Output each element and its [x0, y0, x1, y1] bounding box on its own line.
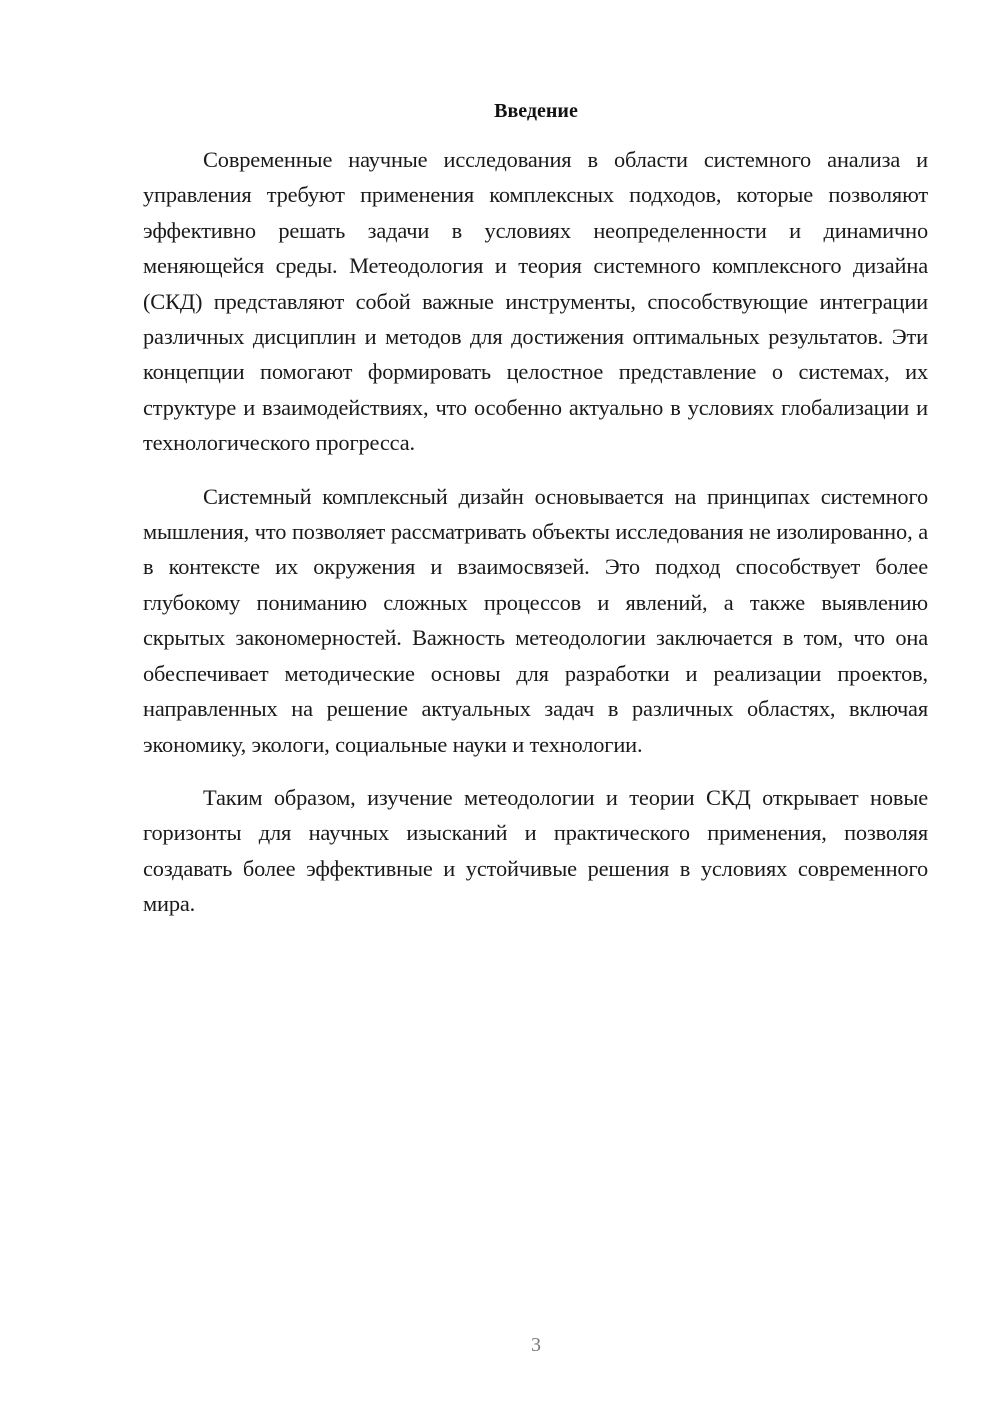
body-text: [143, 142, 928, 940]
paragraph-3: Таким образом, изучение метеодологии и теории СКД открывает новые горизонты для научных изысканий и практического применения, позволяя создавать более эффективные и устойчивые решения в условиях современного мира.: [143, 784, 928, 917]
paragraph-1: Современные научные исследования в области системного анализа и управления требуют применения комплексных подходов, которые позволяют эффективно решать задачи в условиях неопределенности и динамично меняющейся среды. Метеодология и теория системного комплексного дизайна (СКД) представляют собой важные инструменты, способствующие интеграции различных дисциплин и методов для достижения оптимальных результатов. Эти концепции помогают формировать целостное представление о системах, их структуре и взаимодействиях, что особенно актуально в условиях глобализации и технологического прогресса.: [143, 147, 928, 456]
section-title: Введение: [494, 100, 578, 122]
page-number: 3: [531, 1334, 541, 1356]
paragraph-2: Системный комплексный дизайн основывается на принципах системного мышления, что позволяет рассматривать объекты исследования не изолированно, а в контексте их окружения и взаимосвязей. Это подход способствует более глубокому пониманию сложных процессов и явлений, а также выявлению скрытых закономерностей. Важность метеодологии заключается в том, что она обеспечивает методические основы для разработки и реализации проектов, направленных на решение актуальных задач в различных областях, включая экономику, экологи, социальные науки и технологии.: [143, 483, 928, 757]
